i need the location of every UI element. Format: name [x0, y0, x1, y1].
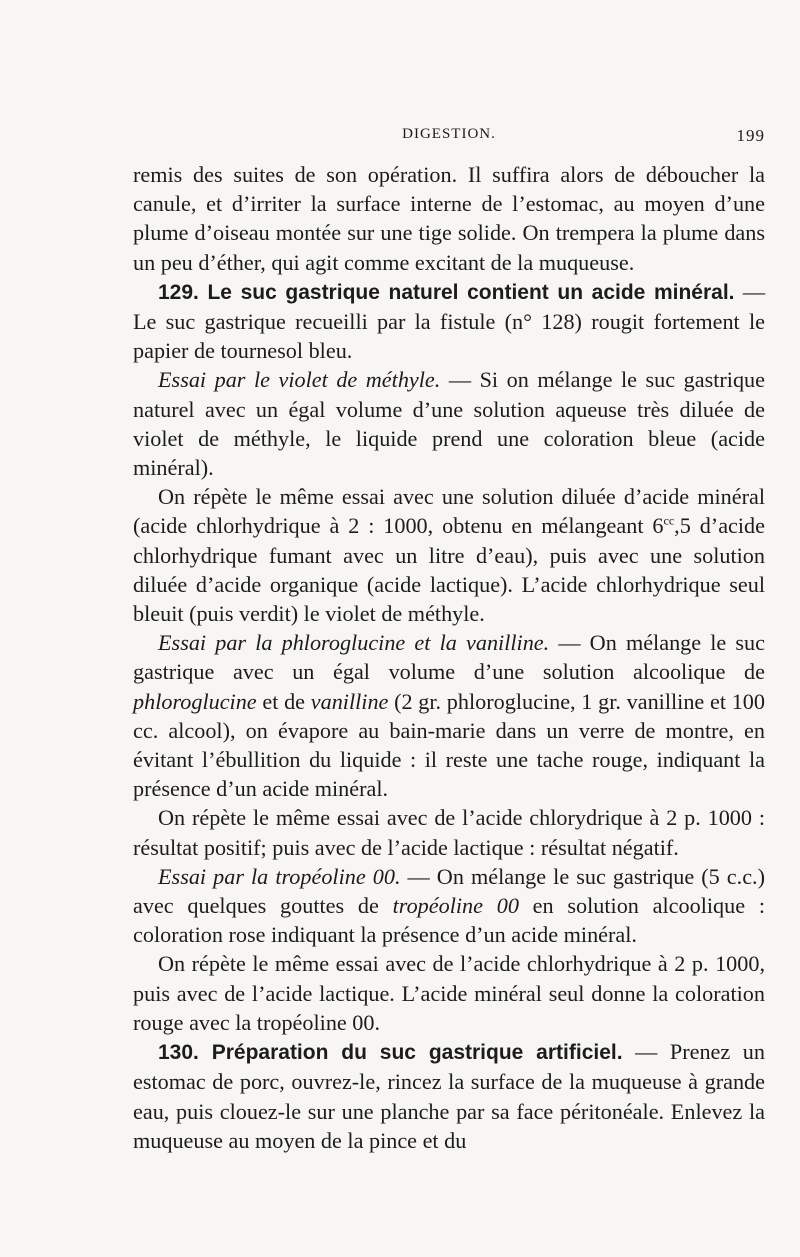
- paragraph-text: — Prenez un estomac de porc, ouvrez-le, rincez la surface de la muqueuse à grande eau, puis clouez-le sur une planche par sa face péritonéale. Enlevez la muqueuse au moyen de la pince et du: [133, 1039, 765, 1153]
- paragraph-repeat-test-3: [133, 949, 765, 1037]
- body-text: [133, 160, 765, 1155]
- superscript-cc: cc: [663, 514, 675, 529]
- paragraph-repeat-test-2: [133, 803, 765, 861]
- page-number: 199: [736, 126, 765, 145]
- italic-term: vanilline: [310, 688, 389, 714]
- subheading-methyl-violet: Essai par le violet de méthyle.: [158, 367, 441, 393]
- section-title-130: 130. Préparation du suc gastrique artificiel.: [158, 1041, 623, 1065]
- paragraph-continuation: [133, 160, 765, 277]
- section-title-129: 129. Le suc gastrique naturel contient un acide minéral.: [158, 280, 735, 304]
- paragraph-text: (2 gr. phloroglucine, 1 gr. vanilline et 100 cc. alcool), on évapore au bain-marie dans un verre de montre, en évitant l’ébullition du liquide : il reste une tache rouge, indiquant la présence d’un acide minéral.: [133, 688, 765, 802]
- italic-term: phloroglucine: [133, 688, 257, 714]
- paragraph-text: — Si on mélange le suc gastrique naturel avec un égal volume d’une solution aqueuse très diluée de violet de méthyle, le liquide prend une coloration bleue (acide minéral).: [133, 367, 765, 481]
- paragraph-text: — On mélange le suc gastrique avec un égal volume d’une solution alcoolique de: [133, 630, 765, 685]
- paragraph-methyl-violet-test: [133, 365, 765, 482]
- paragraph-phloroglucine-test: [133, 628, 765, 803]
- paragraph-text: On répète le même essai avec une solution diluée d’acide minéral (acide chlorhydrique à 2 : 1000, obtenu en mélangeant 6: [133, 484, 765, 539]
- paragraph-tropeoline-test: [133, 862, 765, 950]
- section-129: [133, 277, 765, 366]
- paragraph-text: — On mélange le suc gastrique (5 c.c.) avec quelques gouttes de: [133, 863, 765, 919]
- paragraph-text: en solution alcoolique : coloration rose indiquant la présence d’un acide minéral.: [133, 893, 765, 948]
- paragraph-repeat-test-1: [133, 482, 765, 628]
- italic-term: tropéoline 00: [392, 893, 519, 919]
- paragraph-text: et de: [256, 688, 311, 714]
- paragraph-text: ,5 d’acide chlorhydrique fumant avec un litre d’eau), puis avec une solution diluée d’acide organique (acide lactique). L’acide chlorhydrique seul bleuit (puis verdit) le violet de méthyle.: [133, 513, 766, 627]
- paragraph-text: remis des suites de son opération. Il suffira alors de déboucher la canule, et d’irriter la surface interne de l’estomac, au moyen d’une plume d’oiseau montée sur une tige solide. On trempera la plume dans un peu d’éther, qui agit comme excitant de la muqueuse.: [133, 162, 765, 275]
- paragraph-text: On répète le même essai avec de l’acide chlorydrique à 2 p. 1000 : résultat positif; puis avec de l’acide lactique : résultat négatif.: [133, 805, 765, 860]
- paragraph-text: On répète le même essai avec de l’acide chlorhydrique à 2 p. 1000, puis avec de l’acide lactique. L’acide minéral seul donne la coloration rouge avec la tropéoline 00.: [133, 951, 765, 1035]
- section-130: [133, 1037, 765, 1155]
- subheading-tropeoline: Essai par la tropéoline 00.: [158, 863, 401, 889]
- subheading-phloroglucine: Essai par la phloroglucine et la vanilline.: [158, 630, 550, 656]
- running-header: [133, 126, 765, 150]
- running-title: DIGESTION.: [402, 126, 496, 142]
- paragraph-text: — Le suc gastrique recueilli par la fistule (n° 128) rougit fortement le papier de tournesol bleu.: [133, 278, 766, 364]
